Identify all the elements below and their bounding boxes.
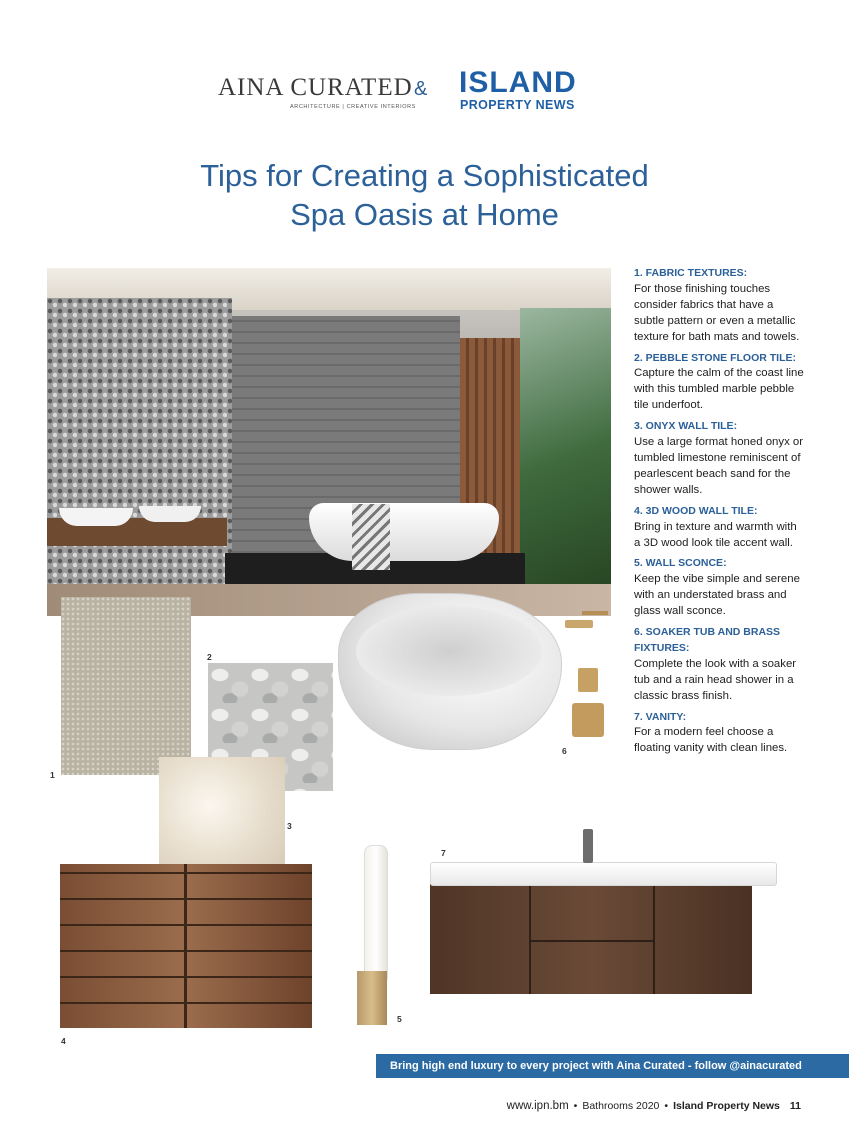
tip-heading: 5. WALL SCONCE: — [634, 557, 727, 570]
aina-curated-tagline: ARCHITECTURE | CREATIVE INTERIORS — [290, 104, 416, 110]
tip-6 — [634, 625, 806, 705]
vanity-countertop — [430, 862, 777, 886]
tip-heading: 7. VANITY: — [634, 710, 687, 723]
wood-tile-seam — [184, 864, 187, 1028]
vanity-door-seam-1 — [529, 884, 531, 994]
label-3: 3 — [287, 821, 292, 831]
shower-arm — [582, 611, 608, 615]
tip-heading: 2. PEBBLE STONE FLOOR TILE: — [634, 351, 796, 364]
tip-5 — [634, 556, 806, 620]
ampersand: & — [414, 78, 428, 100]
vanity-door-seam-2 — [653, 884, 655, 994]
tip-body: Use a large format honed onyx or tumbled limestone reminiscent of pearlescent beach sand for the shower walls. — [634, 436, 804, 496]
tip-body: For a modern feel choose a floating vanity with clean lines. — [634, 726, 788, 755]
footer-bullet: • — [664, 1100, 669, 1112]
tip-1 — [634, 266, 806, 346]
hero-sink-right — [139, 506, 201, 522]
tip-4 — [634, 504, 806, 552]
tip-7 — [634, 710, 806, 758]
label-7: 7 — [441, 848, 446, 858]
label-6: 6 — [562, 746, 567, 756]
tip-heading: 1. FABRIC TEXTURES: — [634, 267, 748, 279]
soaker-tub-basin — [356, 606, 542, 696]
tip-body: Capture the calm of the coast line with this tumbled marble pebble tile underfoot. — [634, 367, 804, 412]
footer-url[interactable]: www.ipn.bm — [506, 1100, 569, 1112]
brass-valve-small — [578, 668, 598, 692]
tip-body: Keep the vibe simple and serene with an understated brass and glass wall sconce. — [634, 573, 800, 618]
tip-body: Bring in texture and warmth with a 3D wood look tile accent wall. — [634, 520, 797, 549]
onyx-wall-tile-swatch — [159, 757, 285, 879]
page-number: 11 — [789, 1100, 801, 1112]
tips-column — [634, 266, 806, 762]
footer-publication: Island Property News — [673, 1100, 780, 1112]
tip-body: For those finishing touches consider fabrics that have a subtle pattern or even a metallic texture for bath mats and towels. — [634, 282, 800, 343]
page-title — [0, 156, 849, 234]
hero-mosaic-wall — [47, 298, 232, 598]
tip-heading: 3. ONYX WALL TILE: — [634, 420, 738, 433]
ipn-logo-island: ISLAND — [459, 66, 577, 99]
wall-sconce-glass — [364, 845, 388, 985]
label-5: 5 — [397, 1014, 402, 1024]
ipn-logo-property-news: PROPERTY NEWS — [460, 98, 575, 112]
title-line-2: Spa Oasis at Home — [290, 197, 559, 232]
hero-window-garden — [520, 308, 611, 608]
title-line-1: Tips for Creating a Sophisticated — [200, 158, 649, 193]
fabric-texture-swatch — [61, 597, 191, 775]
vanity-faucet — [583, 829, 593, 863]
aina-curated-logo: AINA CURATED — [218, 74, 413, 101]
wall-sconce-brass-base — [357, 971, 387, 1025]
follow-banner: Bring high end luxury to every project with Aina Curated - follow @ainacurated — [376, 1054, 849, 1078]
hero-sink-left — [59, 508, 133, 526]
page-footer — [507, 1100, 801, 1112]
label-4: 4 — [61, 1036, 66, 1046]
floating-vanity-cabinet — [430, 884, 752, 994]
hero-bathroom-image — [47, 268, 611, 616]
tip-3 — [634, 419, 806, 499]
footer-issue: Bathrooms 2020 — [582, 1100, 660, 1112]
tip-heading: 4. 3D WOOD WALL TILE: — [634, 504, 758, 517]
vanity-drawer-seam — [531, 940, 653, 942]
brass-valve-large — [572, 703, 604, 737]
tip-heading: 6. SOAKER TUB AND BRASS FIXTURES: — [634, 626, 781, 654]
footer-bullet: • — [573, 1100, 578, 1112]
tip-body: Complete the look with a soaker tub and a rain head shower in a classic brass finish. — [634, 657, 797, 702]
label-1: 1 — [50, 770, 55, 780]
tip-2 — [634, 351, 806, 415]
label-2: 2 — [207, 652, 212, 662]
hero-bathtub — [309, 503, 499, 561]
hero-towel — [352, 504, 390, 570]
rain-shower-head — [565, 620, 593, 628]
